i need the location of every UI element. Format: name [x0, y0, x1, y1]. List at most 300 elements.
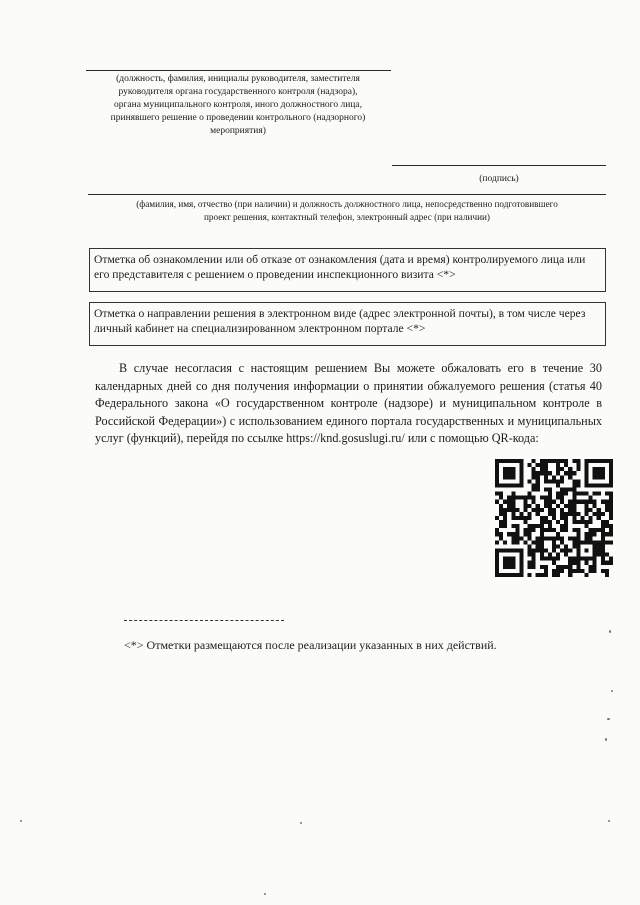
qr-module [511, 504, 515, 508]
qr-module [605, 569, 609, 573]
qr-module [556, 532, 560, 536]
qr-module [556, 569, 560, 573]
qr-module [572, 520, 576, 524]
footnote-text: <*> Отметки размещаются после реализации указанных в них действий. [124, 638, 497, 652]
qr-module [519, 516, 523, 520]
delivery-box: Отметка о направлении решения в электронном виде (адрес электронной почты), в том числе через личный кабинет на специализированном электронном портале <*> [89, 302, 606, 346]
qr-module [528, 479, 532, 483]
qr-module [572, 483, 576, 487]
qr-module [556, 573, 560, 577]
qr-module [560, 512, 564, 516]
qr-module [564, 463, 568, 467]
qr-module [532, 508, 536, 512]
qr-module [601, 569, 605, 573]
qr-module [515, 496, 519, 500]
signature-line [392, 165, 606, 166]
qr-module [544, 516, 548, 520]
qr-module [544, 504, 548, 508]
qr-module [536, 536, 540, 540]
qr-module [511, 536, 515, 540]
qr-module [593, 528, 597, 532]
qr-module [536, 549, 540, 553]
qr-module [593, 565, 597, 569]
qr-module [560, 549, 564, 553]
qr-module [548, 487, 552, 491]
qr-module [552, 528, 556, 532]
qr-module [572, 479, 576, 483]
qr-module [585, 520, 589, 524]
qr-module [560, 569, 564, 573]
qr-module [548, 492, 552, 496]
qr-module [507, 496, 511, 500]
qr-module [552, 459, 556, 463]
qr-module [532, 475, 536, 479]
qr-module [556, 463, 560, 467]
qr-module [609, 504, 613, 508]
qr-module [528, 565, 532, 569]
qr-module [511, 500, 515, 504]
qr-module [536, 487, 540, 491]
qr-module [511, 540, 515, 544]
scan-speck [609, 630, 611, 633]
qr-module [548, 553, 552, 557]
qr-module [601, 512, 605, 516]
qr-module [568, 471, 572, 475]
qr-module [589, 528, 593, 532]
gosuslugi-link[interactable]: https://knd.gosuslugi.ru/ [286, 431, 405, 445]
qr-module [560, 508, 564, 512]
qr-module [519, 512, 523, 516]
qr-module [568, 561, 572, 565]
qr-module [560, 536, 564, 540]
qr-module [495, 516, 499, 520]
qr-module [544, 549, 548, 553]
qr-module [536, 479, 540, 483]
scan-speck [608, 820, 610, 822]
qr-module [609, 524, 613, 528]
qr-module [576, 479, 580, 483]
qr-module [576, 565, 580, 569]
qr-module [564, 549, 568, 553]
qr-module [499, 508, 503, 512]
qr-module [605, 573, 609, 577]
qr-module [548, 471, 552, 475]
qr-module [593, 532, 597, 536]
qr-module [609, 492, 613, 496]
qr-module [552, 549, 556, 553]
qr-module [503, 508, 507, 512]
qr-module [523, 500, 527, 504]
qr-module [548, 528, 552, 532]
official-caption-line: органа муниципального контроля, иного должностного лица, [114, 100, 362, 110]
qr-module [548, 496, 552, 500]
qr-module [568, 504, 572, 508]
qr-module [528, 553, 532, 557]
qr-module [544, 463, 548, 467]
qr-module [503, 520, 507, 524]
qr-module [572, 528, 576, 532]
qr-module [580, 520, 584, 524]
qr-module [544, 557, 548, 561]
qr-module [548, 524, 552, 528]
qr-module [568, 569, 572, 573]
qr-code[interactable] [495, 459, 613, 577]
qr-module [576, 561, 580, 565]
qr-module [536, 463, 540, 467]
qr-module [568, 508, 572, 512]
qr-module [515, 540, 519, 544]
qr-module [495, 532, 499, 536]
appeal-text-after-link: или с помощью QR-кода: [404, 431, 539, 445]
qr-module [532, 459, 536, 463]
qr-module [528, 504, 532, 508]
qr-module [544, 471, 548, 475]
qr-module [560, 528, 564, 532]
qr-module [515, 508, 519, 512]
qr-module [601, 528, 605, 532]
qr-module [528, 549, 532, 553]
preparer-caption-line: (фамилия, имя, отчество (при наличии) и должность должностного лица, непосредственно подготовившего [136, 199, 558, 209]
qr-module [576, 528, 580, 532]
qr-module [572, 544, 576, 548]
qr-module [601, 553, 605, 557]
scan-speck [300, 822, 302, 824]
qr-module [568, 487, 572, 491]
qr-module [528, 528, 532, 532]
qr-module [552, 475, 556, 479]
qr-module [511, 492, 515, 496]
qr-module [564, 544, 568, 548]
qr-module [532, 565, 536, 569]
qr-module [585, 536, 589, 540]
qr-module [544, 520, 548, 524]
qr-module [572, 504, 576, 508]
qr-module [507, 532, 511, 536]
qr-module [560, 487, 564, 491]
qr-module [609, 500, 613, 504]
qr-module [540, 573, 544, 577]
qr-module [503, 512, 507, 516]
qr-module [572, 561, 576, 565]
qr-module [540, 540, 544, 544]
qr-module [532, 500, 536, 504]
qr-module [540, 524, 544, 528]
qr-module [568, 512, 572, 516]
qr-module [564, 492, 568, 496]
qr-module [556, 459, 560, 463]
qr-module [511, 508, 515, 512]
qr-module [572, 536, 576, 540]
qr-module [609, 557, 613, 561]
qr-module [540, 496, 544, 500]
qr-module [556, 557, 560, 561]
qr-module [572, 496, 576, 500]
qr-module [552, 544, 556, 548]
qr-module [544, 475, 548, 479]
qr-module [515, 532, 519, 536]
qr-module [532, 467, 536, 471]
qr-module [532, 561, 536, 565]
qr-module [556, 471, 560, 475]
qr-module [568, 467, 572, 471]
qr-module [560, 516, 564, 520]
qr-module [499, 496, 503, 500]
qr-module [605, 508, 609, 512]
qr-module [548, 536, 552, 540]
qr-module [548, 512, 552, 516]
qr-module [576, 463, 580, 467]
qr-module [540, 553, 544, 557]
qr-module [515, 524, 519, 528]
qr-module [523, 504, 527, 508]
qr-module [597, 549, 601, 553]
qr-module [556, 553, 560, 557]
qr-module [532, 528, 536, 532]
qr-module [576, 532, 580, 536]
qr-module [548, 520, 552, 524]
qr-module [540, 544, 544, 548]
qr-module [552, 569, 556, 573]
official-caption-line: мероприятия) [210, 126, 266, 136]
scan-speck [264, 893, 266, 895]
qr-module [536, 512, 540, 516]
qr-module [556, 520, 560, 524]
qr-module [560, 479, 564, 483]
qr-module [597, 512, 601, 516]
qr-module [532, 524, 536, 528]
preparer-line [88, 194, 606, 195]
qr-module [552, 536, 556, 540]
qr-module [572, 516, 576, 520]
qr-module [499, 520, 503, 524]
qr-module [552, 508, 556, 512]
qr-module [503, 516, 507, 520]
qr-finder-center [593, 467, 605, 479]
qr-module [528, 463, 532, 467]
qr-module [523, 508, 527, 512]
qr-module [560, 565, 564, 569]
official-caption-line: принявшего решение о проведении контрольного (надзорного) [110, 113, 366, 123]
qr-module [556, 544, 560, 548]
qr-module [576, 569, 580, 573]
qr-module [536, 504, 540, 508]
qr-module [601, 536, 605, 540]
qr-module [540, 536, 544, 540]
qr-module [560, 496, 564, 500]
qr-module [560, 459, 564, 463]
qr-module [585, 504, 589, 508]
qr-module [556, 504, 560, 508]
qr-module [585, 508, 589, 512]
qr-module [609, 561, 613, 565]
qr-module [540, 520, 544, 524]
qr-module [548, 500, 552, 504]
signature-caption: (подпись) [479, 174, 519, 184]
qr-module [605, 540, 609, 544]
qr-module [548, 479, 552, 483]
qr-module [556, 536, 560, 540]
qr-module [540, 549, 544, 553]
qr-module [552, 516, 556, 520]
qr-module [601, 520, 605, 524]
qr-module [552, 500, 556, 504]
qr-module [523, 540, 527, 544]
official-signature-line [86, 70, 391, 71]
qr-module [511, 524, 515, 528]
qr-module [589, 536, 593, 540]
scan-speck [607, 718, 610, 720]
qr-module [528, 532, 532, 536]
qr-module [552, 479, 556, 483]
qr-module [605, 524, 609, 528]
qr-module [576, 536, 580, 540]
official-caption [82, 73, 394, 138]
qr-module [568, 565, 572, 569]
qr-module [568, 557, 572, 561]
qr-module [601, 540, 605, 544]
qr-module [540, 463, 544, 467]
qr-module [597, 553, 601, 557]
qr-module [499, 536, 503, 540]
qr-module [540, 532, 544, 536]
qr-module [540, 528, 544, 532]
qr-module [528, 496, 532, 500]
qr-module [597, 528, 601, 532]
qr-module [544, 459, 548, 463]
qr-module [589, 508, 593, 512]
qr-module [572, 540, 576, 544]
qr-module [515, 516, 519, 520]
qr-module [589, 496, 593, 500]
qr-module [585, 492, 589, 496]
qr-module [528, 536, 532, 540]
qr-module [552, 573, 556, 577]
qr-module [544, 479, 548, 483]
qr-module [609, 496, 613, 500]
qr-module [564, 553, 568, 557]
qr-module [523, 528, 527, 532]
qr-module [544, 569, 548, 573]
qr-module [499, 504, 503, 508]
qr-module [609, 532, 613, 536]
qr-module [564, 512, 568, 516]
qr-module [601, 544, 605, 548]
qr-module [605, 532, 609, 536]
qr-module [564, 528, 568, 532]
qr-module [564, 524, 568, 528]
preparer-caption-line: проект решения, контактный телефон, электронный адрес (при наличии) [204, 212, 490, 222]
qr-module [601, 532, 605, 536]
qr-module [552, 561, 556, 565]
qr-module [593, 561, 597, 565]
qr-module [507, 508, 511, 512]
qr-module [528, 516, 532, 520]
qr-module [556, 467, 560, 471]
qr-module [511, 516, 515, 520]
qr-module [589, 516, 593, 520]
qr-module [499, 532, 503, 536]
qr-module [540, 471, 544, 475]
qr-module [503, 540, 507, 544]
qr-module [523, 496, 527, 500]
qr-module [560, 540, 564, 544]
qr-module [556, 492, 560, 496]
qr-module [605, 504, 609, 508]
scan-speck [605, 738, 607, 741]
qr-module [609, 540, 613, 544]
qr-module [564, 487, 568, 491]
qr-module [507, 504, 511, 508]
qr-module [568, 549, 572, 553]
qr-module [544, 500, 548, 504]
qr-module [564, 516, 568, 520]
qr-module [540, 459, 544, 463]
qr-module [556, 479, 560, 483]
qr-module [601, 549, 605, 553]
qr-module [572, 508, 576, 512]
qr-module [528, 573, 532, 577]
qr-module [589, 520, 593, 524]
qr-module [593, 500, 597, 504]
qr-module [552, 540, 556, 544]
scan-speck [20, 820, 22, 822]
qr-module [605, 561, 609, 565]
qr-module [548, 459, 552, 463]
qr-module [503, 500, 507, 504]
qr-module [605, 492, 609, 496]
qr-module [540, 467, 544, 471]
qr-module [560, 500, 564, 504]
preparer-caption [80, 198, 614, 224]
qr-module [540, 516, 544, 520]
qr-module [585, 500, 589, 504]
qr-module [544, 573, 548, 577]
qr-module [609, 512, 613, 516]
qr-module [580, 569, 584, 573]
qr-module [556, 483, 560, 487]
qr-module [589, 500, 593, 504]
qr-module [511, 532, 515, 536]
acknowledgement-box: Отметка об ознакомлении или об отказе от ознакомления (дата и время) контролируемого лица или его представителя с решением о проведении инспекционного визита <*> [89, 248, 606, 292]
qr-module [601, 557, 605, 561]
qr-module [536, 573, 540, 577]
qr-module [568, 500, 572, 504]
qr-module [585, 524, 589, 528]
qr-module [544, 496, 548, 500]
qr-align-center [585, 549, 589, 553]
qr-module [593, 512, 597, 516]
qr-module [560, 524, 564, 528]
qr-module [580, 516, 584, 520]
qr-module [572, 512, 576, 516]
qr-module [519, 496, 523, 500]
qr-module [576, 520, 580, 524]
qr-module [572, 487, 576, 491]
qr-module [523, 516, 527, 520]
qr-module [523, 520, 527, 524]
qr-module [532, 496, 536, 500]
qr-module [585, 573, 589, 577]
qr-module [572, 471, 576, 475]
qr-module [552, 512, 556, 516]
qr-module [536, 483, 540, 487]
qr-module [523, 532, 527, 536]
qr-module [532, 557, 536, 561]
qr-module [576, 500, 580, 504]
qr-module [552, 557, 556, 561]
qr-module [597, 516, 601, 520]
qr-module [593, 492, 597, 496]
